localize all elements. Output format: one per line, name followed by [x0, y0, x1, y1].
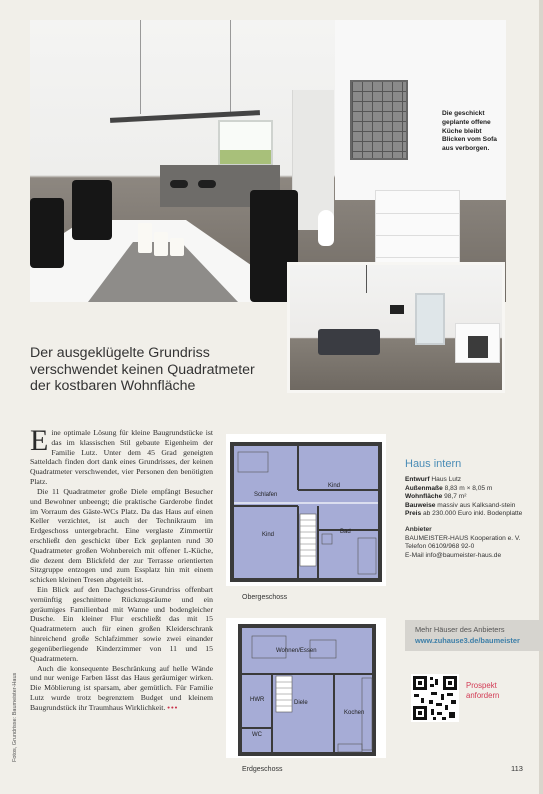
room-label: Schlafen: [254, 492, 278, 498]
info-row: [405, 510, 530, 519]
info-value: ab 230.000 Euro inkl. Bodenplatte: [422, 510, 523, 518]
photo-stool: [198, 180, 216, 188]
photo-tv: [390, 305, 404, 314]
qr-code-icon: [411, 674, 459, 722]
room-label: WC: [252, 732, 262, 738]
photo-vase: [318, 210, 334, 246]
headline: [30, 345, 285, 395]
photo-fireplace: [455, 323, 500, 363]
photo-candle: [138, 223, 152, 253]
info-row: [405, 493, 530, 502]
page-edge: [539, 0, 543, 794]
floor-plan-upper-drawing: [222, 430, 390, 590]
provider-email[interactable]: E-Mail info@baumeister-haus.de: [405, 551, 502, 559]
room-label: HWR: [250, 697, 265, 703]
room-label: Diele: [294, 700, 308, 706]
prospekt-line: anfordern: [466, 691, 500, 700]
headline-line: verschwendet keinen Quadratmeter: [30, 361, 255, 378]
photo-candle: [154, 232, 168, 256]
photo-lamp-wire: [140, 20, 141, 114]
caption-line: Die geschickt: [442, 110, 485, 117]
info-value: Haus Lutz: [431, 476, 462, 483]
photo-window: [218, 120, 273, 165]
info-box: [405, 458, 530, 560]
caption-line: aus verborgen.: [442, 145, 490, 153]
floor-plan-ground: [222, 618, 390, 786]
info-row: [405, 502, 530, 511]
provider-block: [405, 526, 530, 560]
info-value: massiv aus Kalksand-stein: [437, 501, 516, 509]
paragraph-text: Auch die konsequente Beschränkung auf helle Wände und nur wenige Farben lässt das Haus geräumiger wirken. Die Möblierung ist sparsam, aber gemütlich. Für Familie Lutz wurde trotz begrenztem Budget und kleinem Baugrundstück ihr Traumhaus Wirklichkeit.: [30, 663, 213, 712]
floor-plan-upper: [222, 430, 390, 600]
more-houses-link[interactable]: www.zuhause3.de/baumeister: [415, 636, 520, 645]
drop-cap: E: [30, 424, 49, 457]
provider-label: Anbieter: [405, 525, 432, 533]
caption-line: Blicken vom Sofa: [442, 136, 497, 144]
photo-sofa: [318, 329, 380, 355]
photo-picture-wall: [350, 80, 408, 160]
prospekt-line: Prospekt: [466, 681, 497, 690]
more-houses-title: Mehr Häuser des Anbieters: [415, 625, 505, 634]
photo-door: [292, 90, 334, 230]
info-title: Haus intern: [405, 458, 462, 470]
photo-credit: Fotos, Grundrisse: Baumeister-Haus: [12, 672, 18, 762]
info-row: [405, 476, 530, 485]
photo-candle: [170, 238, 184, 256]
room-label: Wohnen/Essen: [276, 648, 317, 654]
living-room-photo: [287, 262, 505, 393]
room-label: Kochen: [344, 710, 365, 716]
info-value: 98,7 m²: [444, 493, 467, 501]
info-key: Entwurf: [405, 476, 430, 483]
provider-phone: Telefon 06109/968 92-0: [405, 543, 475, 551]
info-key: Außenmaße: [405, 484, 443, 492]
info-key: Wohnfläche: [405, 493, 443, 501]
prospekt-link[interactable]: [466, 681, 499, 701]
photo-lamp: [366, 265, 367, 293]
headline-line: Der ausgeklügelte Grundriss: [30, 345, 210, 361]
kitchen-photo: [30, 20, 506, 302]
page-number: 113: [511, 764, 523, 773]
photo-terrace-door: [415, 293, 445, 345]
paragraph: Ein Blick auf den Dachgeschoss-Grundriss offenbart vernünftig geschnittene Rückzugsräume und ein geräumiges Familienbad mit Wanne und bodengleicher Dusche. Ein kleiner Flur erschließt das mit 15 Quadratmetern auch für einen großen Kleiderschrank hinreichend große Schlafzimmer sowie zwei einander gegenüberliegende Kinderzimmer von 11 und 15 Quadratmetern.: [30, 585, 213, 663]
info-key: Bauweise: [405, 501, 436, 509]
photo-caption: [442, 110, 508, 154]
more-houses-box: [405, 620, 543, 651]
floor-plan-ground-drawing: [222, 618, 390, 758]
qr-code[interactable]: [411, 674, 459, 722]
photo-chair: [72, 180, 112, 240]
info-key: Preis: [405, 510, 422, 518]
info-value: 8,83 m × 8,05 m: [444, 484, 493, 492]
caption-line: geplante offene: [442, 118, 491, 126]
info-row: [405, 485, 530, 494]
paragraph-text: ine optimale Lösung für kleine Baugrundstücke ist das im klassischen Stil gebaute Eigenheim der Familie Lutz. Unter dem 45 Grad geneigten Satteldach finden dort dank eines Grundrisses, der keinen Quadratmeter verschwendet, vier Personen den benötigten Platz.: [30, 428, 213, 487]
floor-plan-upper-label: Obergeschoss: [242, 594, 288, 601]
room-label: Bad: [340, 529, 351, 535]
paragraph: [30, 424, 213, 487]
room-label: Kind: [328, 483, 341, 489]
paragraph: [30, 664, 213, 713]
caption-line: Küche bleibt: [442, 127, 482, 135]
photo-lamp-wire: [230, 20, 231, 114]
provider-name: BAUMEISTER-HAUS Kooperation e. V.: [405, 534, 521, 542]
photo-stool: [170, 180, 188, 188]
floor-plan-ground-label: Erdgeschoss: [242, 766, 283, 773]
photo-chair: [30, 198, 64, 268]
headline-line: der kostbaren Wohnfläche: [30, 378, 196, 394]
room-label: Kind: [262, 532, 275, 538]
paragraph: Die 11 Quadratmeter große Diele empfängt Besucher und Bewohner unbeengt; die praktische Garderobe findet im Vorraum des Gäste-WCs Platz. Da das Haus auf einen Keller verzichtet, ist auch der Technikraum im Erdgeschoss untergebracht. Eine verglaste Zimmertür erschließt den geschickt über Eck geplanten rund 30 Quadratmeter großen Wohnbereich mit offener L-Küche, die dezent dem Blickfeld der zur Terrasse orientierten Sitzgruppe entzogen und zum Essplatz hin mit einem schicken kleinen Tresen abgeteilt ist.: [30, 486, 213, 585]
article-body: [30, 424, 213, 713]
end-marker: •••: [167, 702, 179, 712]
